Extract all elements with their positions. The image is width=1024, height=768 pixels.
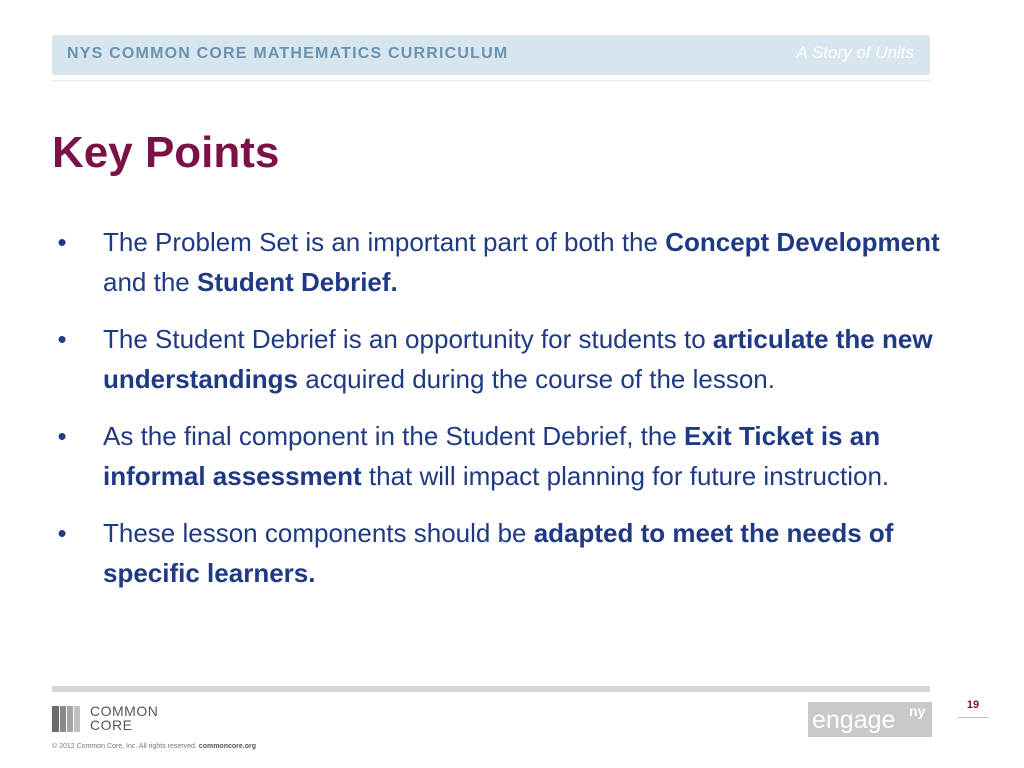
slide-number-underline — [958, 717, 988, 718]
series-subtitle: A Story of Units — [796, 43, 914, 62]
bullet-text: The Problem Set is an important part of both the — [103, 227, 666, 257]
key-points-list — [52, 222, 962, 610]
bullet-item — [52, 513, 962, 593]
logo-text — [90, 704, 158, 732]
bullet-text: and the — [103, 267, 197, 297]
bullet-text: The Student Debrief is an opportunity for students to — [103, 324, 713, 354]
bullet-text: that will impact planning for future instruction. — [361, 461, 890, 491]
bullet-emphasis-text: adapted to meet the needs of specific learners. — [103, 518, 894, 588]
footer-divider — [52, 686, 930, 692]
common-core-bars-icon — [52, 706, 84, 732]
bullet-text: As the final component in the Student Debrief, the — [103, 421, 685, 451]
logo-line-2: CORE — [90, 717, 133, 733]
page-title: Key Points — [52, 128, 280, 177]
header-bar — [52, 35, 930, 75]
bullet-item — [52, 416, 962, 496]
bullet-marker: • — [57, 227, 67, 257]
bullet-marker: • — [57, 324, 67, 354]
bullet-marker: • — [57, 421, 67, 451]
bullet-emphasis-text: Exit Ticket is an informal assessment — [103, 421, 881, 491]
bullet-item — [52, 222, 962, 302]
bullet-emphasis-text: Concept Development — [665, 227, 940, 257]
logo-line-1: COMMON — [90, 703, 159, 719]
bullet-text: These lesson components should be — [103, 518, 534, 548]
engage-word: engage — [812, 706, 896, 734]
header-divider — [52, 80, 930, 81]
common-core-logo — [52, 704, 192, 734]
copyright-notice — [52, 743, 256, 750]
engage-superscript: ny — [909, 703, 926, 719]
curriculum-title: NYS COMMON CORE MATHEMATICS CURRICULUM — [67, 45, 509, 62]
bullet-marker: • — [57, 518, 67, 548]
bullet-item — [52, 319, 962, 399]
bullet-emphasis-text: articulate the new understandings — [103, 324, 933, 394]
slide-number: 19 — [966, 699, 980, 711]
engage-ny-logo — [808, 702, 932, 737]
bullet-emphasis-text: Student Debrief. — [196, 267, 398, 297]
copyright-text: © 2012 Common Core, Inc. All rights reserved. — [52, 743, 197, 750]
copyright-link[interactable]: commoncore.org — [198, 743, 256, 750]
bullet-text: acquired during the course of the lesson. — [298, 364, 775, 394]
